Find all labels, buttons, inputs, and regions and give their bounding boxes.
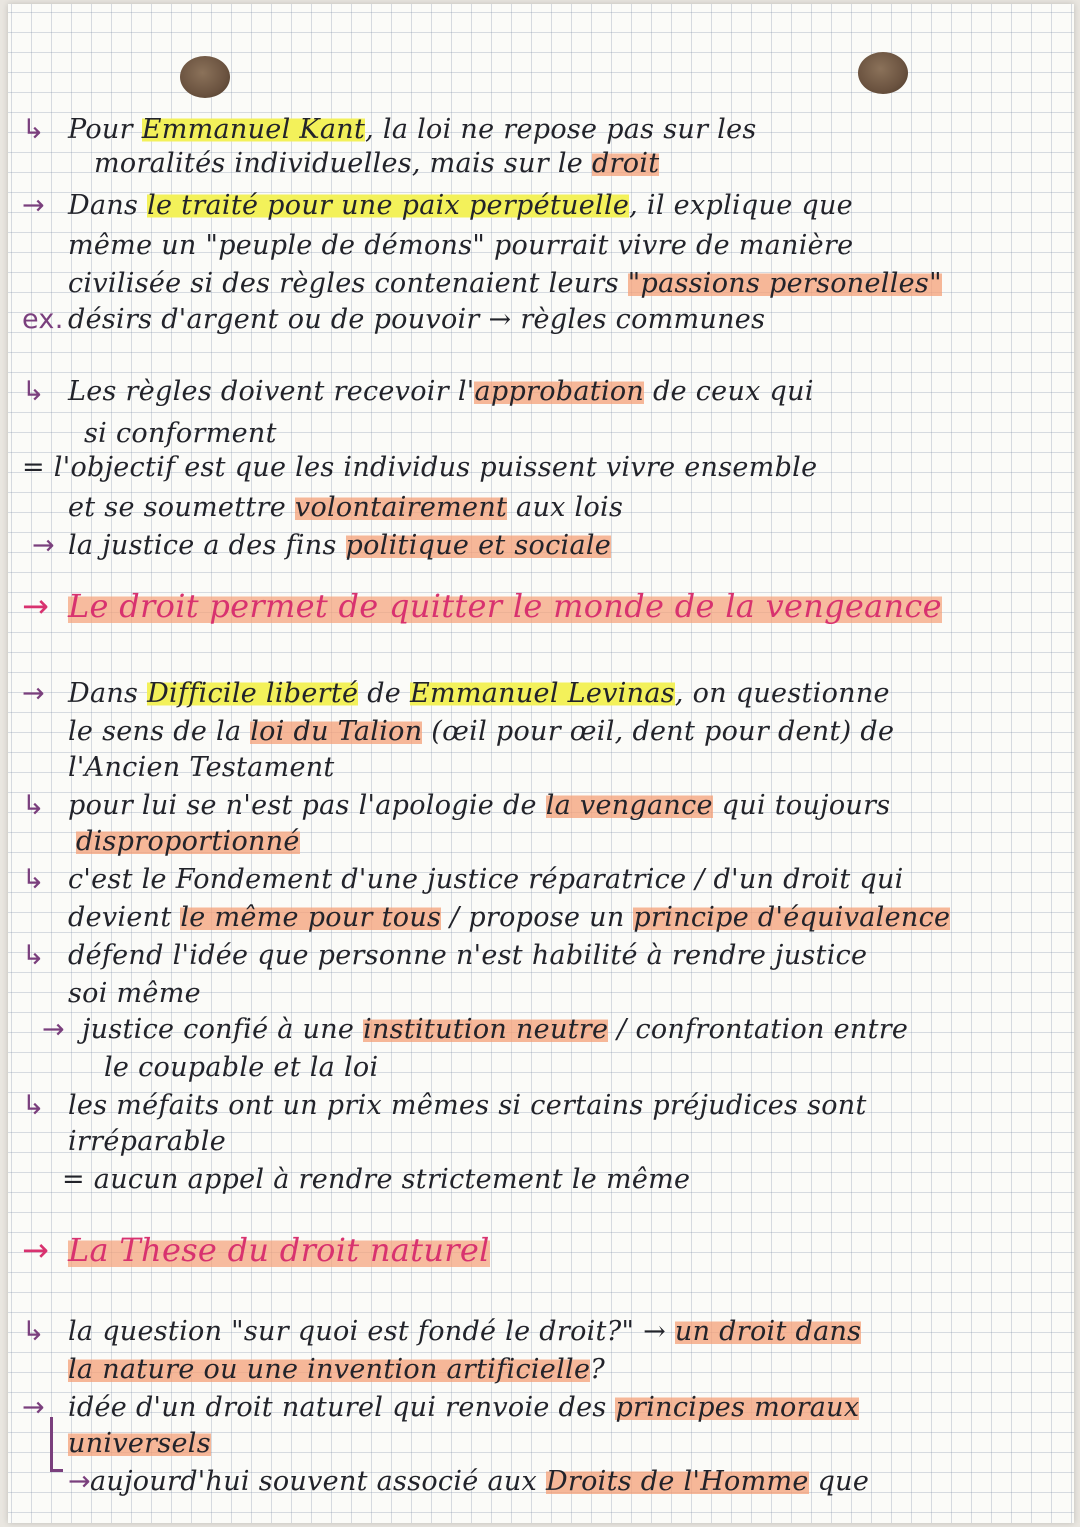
note-line-traite: → Dans le traité pour une paix perpétuelle, il explique que bbox=[22, 188, 853, 224]
example-label: ex. bbox=[22, 304, 64, 335]
highlight-talion: loi du Talion bbox=[250, 716, 423, 747]
highlight-droit-dans: un droit dans bbox=[674, 1316, 862, 1347]
highlight-universels: universels bbox=[68, 1428, 211, 1459]
heading-these bbox=[22, 1232, 490, 1268]
highlight-vengance: la vengance bbox=[545, 790, 713, 821]
bracket-mark bbox=[50, 1417, 63, 1472]
arrow-right-icon: → bbox=[22, 587, 50, 625]
note-line-justice: → la justice a des fins politique et sociale bbox=[22, 528, 611, 564]
note-line-irreparable: irréparable bbox=[68, 1126, 227, 1157]
note-line-talion: le sens de la loi du Talion (œil pour œil, dent pour dent) de bbox=[68, 716, 895, 747]
punch-hole-left bbox=[180, 56, 230, 98]
note-line-kant-2: moralités individuelles, mais sur le droit bbox=[94, 148, 660, 179]
note-line-ancien: l'Ancien Testament bbox=[68, 752, 335, 783]
highlight-volontairement: volontairement bbox=[294, 492, 508, 523]
note-line-civilisee: civilisée si des règles contenaient leurs "passions personelles" bbox=[68, 268, 942, 299]
highlight-politique: politique et sociale bbox=[345, 530, 612, 561]
curved-arrow-icon: ↳ bbox=[22, 376, 45, 407]
note-line-soumettre: et se soumettre volontairement aux lois bbox=[68, 492, 624, 523]
note-line-question: ↳ la question "sur quoi est fondé le droit?" → un droit dans bbox=[22, 1314, 861, 1350]
highlight-levinas: Emmanuel Levinas bbox=[409, 678, 675, 709]
curved-arrow-icon: ↳ bbox=[22, 940, 45, 971]
punch-hole-right bbox=[858, 52, 908, 94]
notebook-page bbox=[8, 4, 1074, 1523]
highlight-nature: la nature ou une invention artificielle bbox=[68, 1354, 591, 1385]
curved-arrow-icon: ↳ bbox=[22, 1316, 45, 1347]
note-line-disproportionne bbox=[76, 824, 300, 860]
note-line-apologie: ↳ pour lui se n'est pas l'apologie de la vengance qui toujours bbox=[22, 788, 890, 824]
note-line-soimeme: soi même bbox=[68, 978, 201, 1009]
arrow-right-icon: → bbox=[22, 1231, 50, 1269]
arrow-right-icon: → bbox=[22, 1392, 45, 1423]
arrow-right-icon: → bbox=[22, 190, 45, 221]
note-line-levinas: → Dans Difficile liberté de Emmanuel Levinas, on questionne bbox=[22, 676, 890, 712]
curved-arrow-icon: ↳ bbox=[22, 1090, 45, 1121]
highlight-droits-homme: Droits de l'Homme bbox=[545, 1466, 809, 1497]
note-line-demons: même un "peuple de démons" pourrait vivre de manière bbox=[68, 230, 854, 261]
arrow-right-icon: → bbox=[22, 678, 45, 709]
highlight-principes: principes moraux bbox=[615, 1392, 860, 1423]
highlight-equivalence: principe d'équivalence bbox=[633, 902, 951, 933]
arrow-right-icon: → bbox=[42, 1014, 65, 1045]
heading-vengeance bbox=[22, 588, 942, 624]
highlight-approbation: approbation bbox=[474, 376, 645, 407]
arrow-right-icon: → bbox=[68, 1466, 91, 1497]
note-line-aujourdhui: →aujourd'hui souvent associé aux Droits de l'Homme que bbox=[68, 1464, 869, 1500]
note-line-devient: devient le même pour tous / propose un principe d'équivalence bbox=[68, 902, 951, 933]
curved-arrow-icon: ↳ bbox=[22, 864, 45, 895]
note-line-objectif: = l'objectif est que les individus puissent vivre ensemble bbox=[22, 452, 818, 483]
heading-vengeance-text: Le droit permet de quitter le monde de la vengeance bbox=[68, 587, 942, 625]
note-line-mefaits: ↳ les méfaits ont un prix mêmes si certains préjudices sont bbox=[22, 1088, 867, 1124]
note-line-coupable: le coupable et la loi bbox=[104, 1052, 379, 1083]
highlight-kant: Emmanuel Kant bbox=[141, 114, 366, 145]
note-line-defend: ↳ défend l'idée que personne n'est habilité à rendre justice bbox=[22, 938, 867, 974]
note-line-example: ex. désirs d'argent ou de pouvoir → règles communes bbox=[22, 302, 765, 338]
curved-arrow-icon: ↳ bbox=[22, 114, 45, 145]
highlight-meme-pour-tous: le même pour tous bbox=[180, 902, 442, 933]
note-line-nature: la nature ou une invention artificielle? bbox=[68, 1354, 606, 1385]
note-line-idee: → idée d'un droit naturel qui renvoie des principes moraux bbox=[22, 1390, 859, 1426]
note-line-confie: → justice confié à une institution neutre / confrontation entre bbox=[22, 1012, 908, 1048]
heading-these-text: La These du droit naturel bbox=[68, 1231, 490, 1269]
highlight-passions: "passions personelles" bbox=[627, 268, 942, 299]
highlight-disproportionne: disproportionné bbox=[76, 826, 300, 857]
highlight-droit: droit bbox=[591, 148, 660, 179]
note-line-conforment: si conforment bbox=[84, 418, 277, 449]
arrow-right-icon: → bbox=[32, 530, 55, 561]
highlight-traite: le traité pour une paix perpétuelle bbox=[147, 190, 630, 221]
note-line-aucun: = aucun appel à rendre strictement le même bbox=[62, 1164, 691, 1195]
highlight-institution: institution neutre bbox=[363, 1014, 609, 1045]
note-line-fondement: ↳ c'est le Fondement d'une justice réparatrice / d'un droit qui bbox=[22, 862, 904, 898]
highlight-difficile-liberte: Difficile liberté bbox=[147, 678, 359, 709]
note-line-universels bbox=[68, 1426, 211, 1462]
curved-arrow-icon: ↳ bbox=[22, 790, 45, 821]
note-line-regles: ↳ Les règles doivent recevoir l'approbation de ceux qui bbox=[22, 374, 814, 410]
note-line-kant-1: ↳ Pour Emmanuel Kant, la loi ne repose pas sur les bbox=[22, 112, 757, 148]
